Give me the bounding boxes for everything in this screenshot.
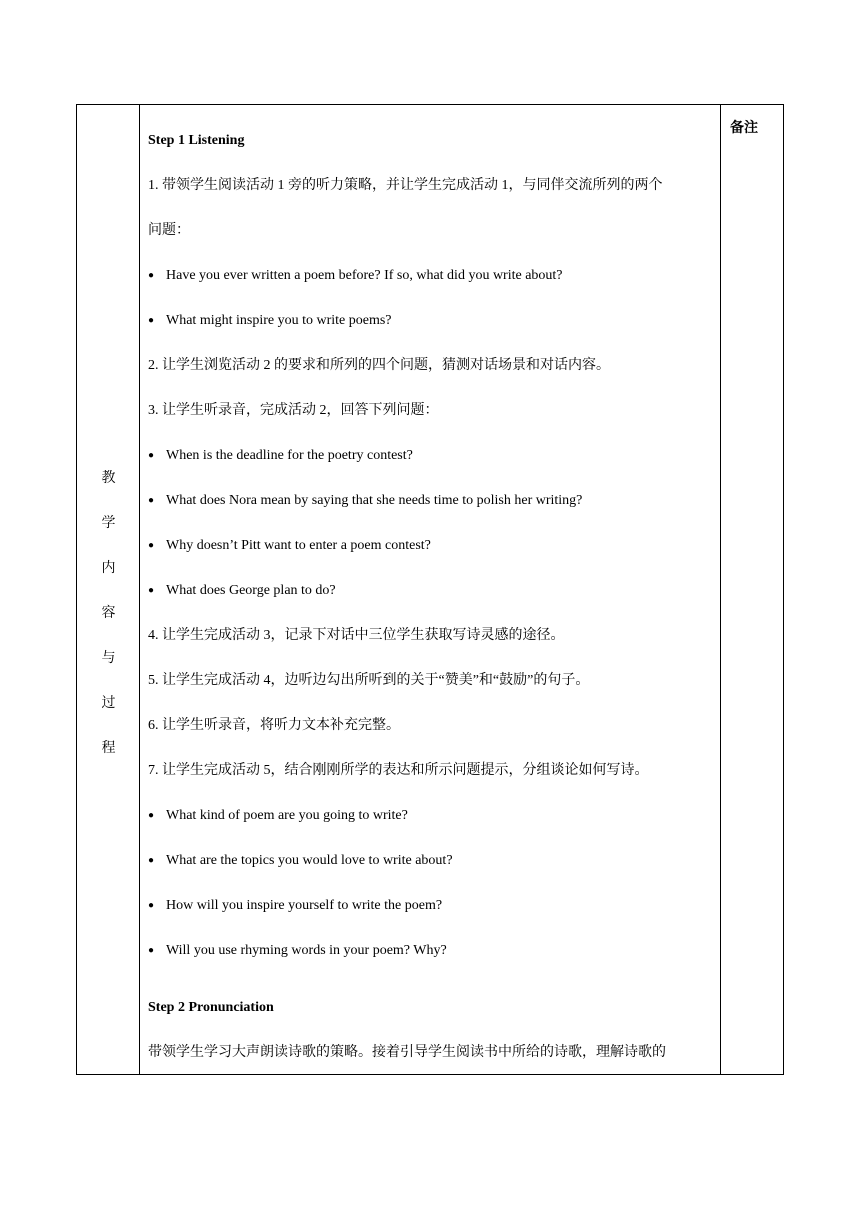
section-label-char: 与 xyxy=(101,651,116,666)
question-text: Will you use rhyming words in your poem? Why? xyxy=(166,943,447,958)
bullet-icon: ● xyxy=(148,315,155,326)
question-item xyxy=(148,851,453,871)
question-item xyxy=(148,941,447,961)
section-label-char: 教 xyxy=(101,471,116,486)
remarks-label: 备注 xyxy=(730,121,758,136)
question-text: What might inspire you to write poems? xyxy=(166,313,392,328)
bullet-icon: ● xyxy=(148,810,155,821)
step-heading: Step 1 Listening xyxy=(148,133,245,148)
instruction-line: 问题： xyxy=(148,223,190,238)
question-text: What are the topics you would love to write about? xyxy=(166,853,453,868)
question-item xyxy=(148,896,442,916)
instruction-line: 6. 让学生听录音，将听力文本补充完整。 xyxy=(148,718,400,733)
question-item xyxy=(148,536,431,556)
question-text: What kind of poem are you going to write? xyxy=(166,808,408,823)
bullet-icon: ● xyxy=(148,540,155,551)
question-text: How will you inspire yourself to write the poem? xyxy=(166,898,443,913)
question-item xyxy=(148,446,413,466)
bullet-icon: ● xyxy=(148,855,155,866)
question-item xyxy=(148,491,582,511)
question-item xyxy=(148,266,563,286)
bullet-icon: ● xyxy=(148,945,155,956)
step-heading: Step 2 Pronunciation xyxy=(148,1000,274,1015)
bullet-icon: ● xyxy=(148,900,155,911)
section-label-char: 学 xyxy=(101,516,116,531)
section-label-char: 程 xyxy=(101,741,116,756)
bullet-icon: ● xyxy=(148,495,155,506)
bullet-icon: ● xyxy=(148,585,155,596)
lesson-plan-table xyxy=(76,104,784,1075)
instruction-line: 3. 让学生听录音，完成活动 2，回答下列问题： xyxy=(148,403,439,418)
bullet-icon: ● xyxy=(148,450,155,461)
instruction-line: 1. 带领学生阅读活动 1 旁的听力策略，并让学生完成活动 1，与同伴交流所列的两个 xyxy=(148,178,663,193)
question-item xyxy=(148,806,408,826)
instruction-line: 4. 让学生完成活动 3，记录下对话中三位学生获取写诗灵感的途径。 xyxy=(148,628,565,643)
question-text: What does George plan to do? xyxy=(166,583,336,598)
section-label-char: 容 xyxy=(101,606,116,621)
question-text: Why doesn’t Pitt want to enter a poem contest? xyxy=(166,538,431,553)
content-column xyxy=(140,105,720,1074)
instruction-line: 带领学生学习大声朗读诗歌的策略。接着引导学生阅读书中所给的诗歌，理解诗歌的 xyxy=(148,1045,666,1060)
question-text: What does Nora mean by saying that she needs time to polish her writing? xyxy=(166,493,583,508)
question-text: When is the deadline for the poetry contest? xyxy=(166,448,413,463)
instruction-line: 2. 让学生浏览活动 2 的要求和所列的四个问题，猜测对话场景和对话内容。 xyxy=(148,358,610,373)
section-label-char: 内 xyxy=(101,561,116,576)
question-text: Have you ever written a poem before? If so, what did you write about? xyxy=(166,268,563,283)
question-item xyxy=(148,581,336,601)
section-label-column xyxy=(77,105,140,1074)
section-label-char: 过 xyxy=(101,696,116,711)
instruction-line: 7. 让学生完成活动 5，结合刚刚所学的表达和所示问题提示，分组谈论如何写诗。 xyxy=(148,763,649,778)
bullet-icon: ● xyxy=(148,270,155,281)
remarks-column xyxy=(720,105,783,1074)
instruction-line: 5. 让学生完成活动 4，边听边勾出所听到的关于“赞美”和“鼓励”的句子。 xyxy=(148,673,590,688)
question-item xyxy=(148,311,392,331)
